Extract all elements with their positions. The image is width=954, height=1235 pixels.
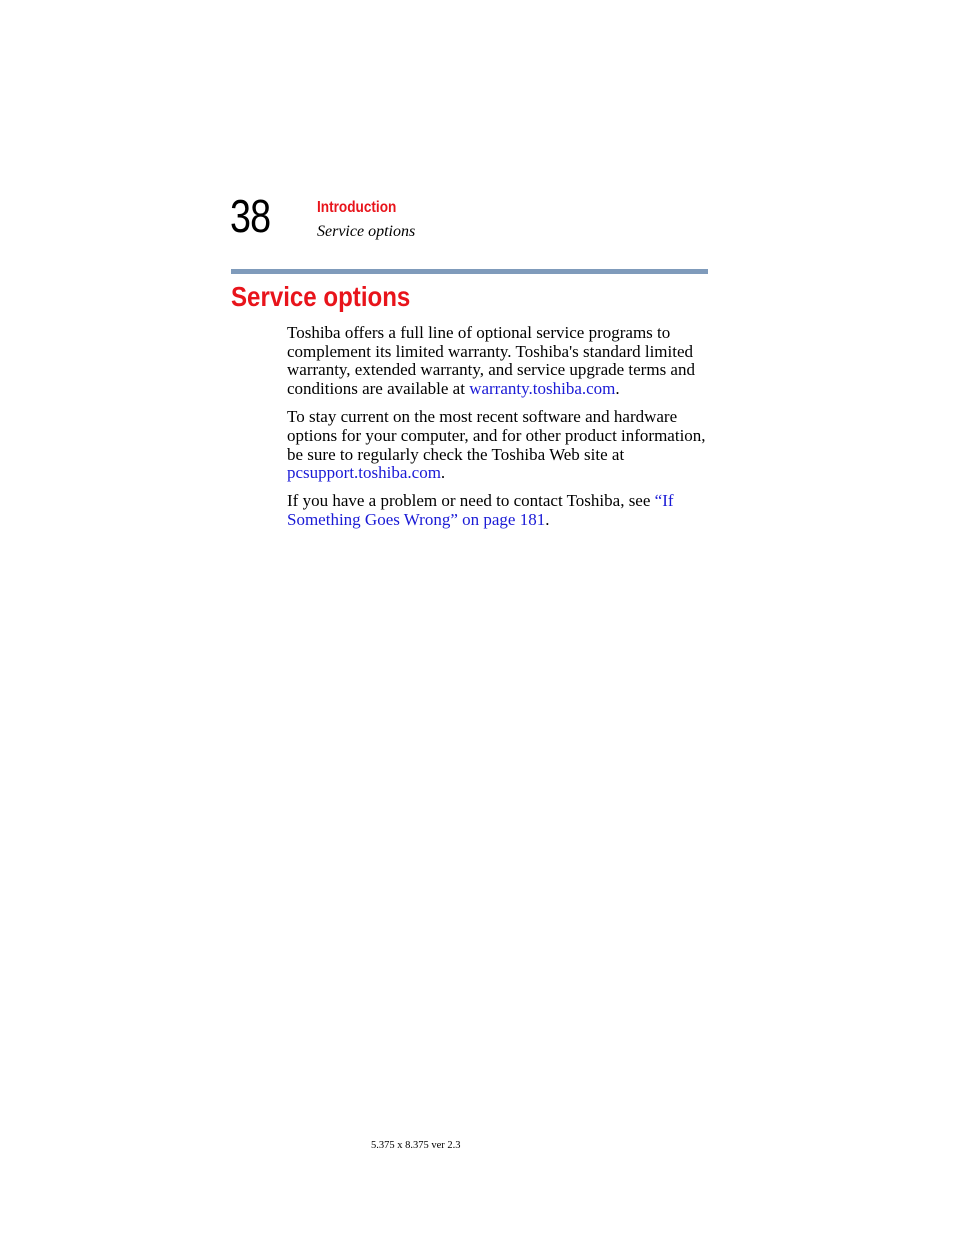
pcsupport-link[interactable]: pcsupport.toshiba.com (287, 463, 441, 483)
body-text (287, 324, 712, 539)
page-number: 38 (230, 190, 271, 242)
paragraph-support (287, 408, 712, 483)
paragraph-text: Toshiba offers a full line of optional service programs to complement its limited warranty. Toshiba's standard limited warranty, extended warranty, and service upgrade terms and conditions are available at (287, 323, 695, 399)
section-title: Service options (231, 281, 411, 312)
paragraph-text: . (545, 509, 550, 529)
paragraph-text: . (615, 379, 620, 399)
paragraph-text: To stay current on the most recent software and hardware options for your computer, and for other product information, be sure to regularly check the Toshiba Web site at (287, 407, 706, 464)
section-divider (231, 269, 708, 274)
paragraph-warranty (287, 324, 712, 399)
running-header-chapter: Introduction (317, 199, 397, 216)
running-header-section: Service options (317, 223, 416, 240)
paragraph-text: If you have a problem or need to contact Toshiba, see (287, 491, 655, 511)
paragraph-text: . (440, 463, 446, 483)
warranty-link[interactable]: warranty.toshiba.com (469, 379, 616, 399)
something-goes-wrong-link[interactable]: “If Something Goes Wrong” on page 181 (287, 491, 674, 529)
paragraph-contact (287, 492, 712, 529)
footer-version: 5.375 x 8.375 ver 2.3 (371, 1140, 461, 1151)
